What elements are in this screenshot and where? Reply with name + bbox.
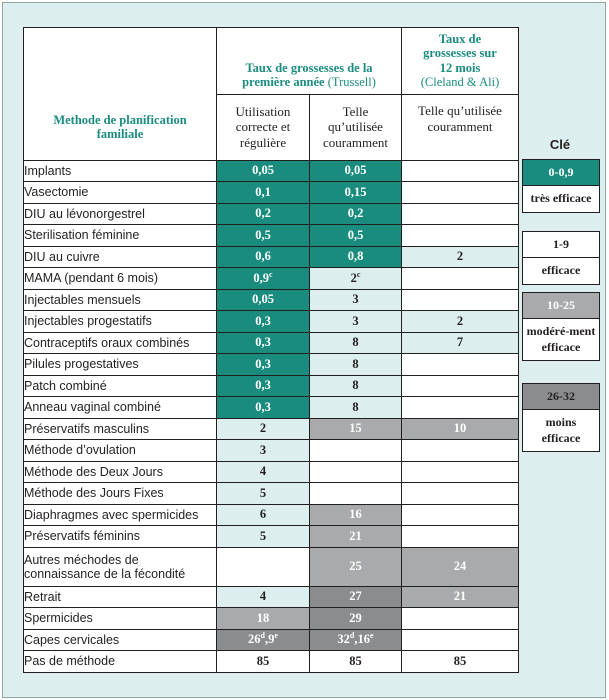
- rate-typical-use-12m: [402, 440, 519, 462]
- table-row: [24, 375, 519, 397]
- rate-correct-use: 3: [217, 440, 310, 462]
- key-effective: [522, 231, 600, 285]
- rate-typical-use-12m: 7: [402, 332, 519, 354]
- rate-correct-use: 6: [217, 504, 310, 526]
- method-name: DIU au lévonorgestrel: [24, 203, 217, 225]
- table-row: [24, 160, 519, 182]
- header-typical-use-12m: Telle qu’utilisée couramment: [402, 94, 519, 160]
- method-name: DIU au cuivre: [24, 246, 217, 268]
- rate-typical-use: 0,05: [310, 160, 402, 182]
- rate-typical-use-12m: 10: [402, 418, 519, 440]
- rate-correct-use: 18: [217, 608, 310, 630]
- key-range: 26-32: [523, 384, 599, 410]
- method-name: Préservatifs féminins: [24, 526, 217, 548]
- rate-typical-use: 8: [310, 375, 402, 397]
- key-range: 0-0,9: [523, 160, 599, 186]
- key-label: très efficace: [530, 191, 592, 205]
- table-row: [24, 332, 519, 354]
- rate-correct-use: 0,1: [217, 182, 310, 204]
- table-row: [24, 461, 519, 483]
- key-moderately-effective: [522, 292, 600, 361]
- rate-typical-use: 29: [310, 608, 402, 630]
- rate-correct-use: 0,9$^c$: [217, 268, 310, 290]
- rate-typical-use-12m: [402, 608, 519, 630]
- method-name: Pilules progestatives: [24, 354, 217, 376]
- rate-typical-use-12m: 21: [402, 586, 519, 608]
- method-name: Méthode des Jours Fixes: [24, 483, 217, 505]
- rate-typical-use-12m: [402, 504, 519, 526]
- method-name: Anneau vaginal combiné: [24, 397, 217, 419]
- key-range: 1-9: [523, 232, 599, 258]
- table-row: [24, 397, 519, 419]
- key-label: modéré-ment efficace: [526, 324, 596, 354]
- rate-typical-use-12m: 24: [402, 547, 519, 586]
- rate-typical-use-12m: [402, 225, 519, 247]
- table-row: [24, 311, 519, 333]
- key-label: moins efficace: [541, 415, 581, 445]
- key-very-effective: [522, 159, 600, 213]
- method-name: Implants: [24, 160, 217, 182]
- rate-typical-use: 8: [310, 332, 402, 354]
- rate-typical-use-12m: [402, 526, 519, 548]
- rate-correct-use: 0,2: [217, 203, 310, 225]
- contraceptive-effectiveness-table: [23, 27, 519, 673]
- table-row: [24, 526, 519, 548]
- rate-typical-use-12m: [402, 182, 519, 204]
- rate-correct-use: [217, 547, 310, 586]
- table-row: [24, 418, 519, 440]
- rate-correct-use: 4: [217, 461, 310, 483]
- header-typical-use: Telle qu’utilisée couramment: [310, 94, 402, 160]
- table-row: [24, 608, 519, 630]
- rate-correct-use: 0,3: [217, 311, 310, 333]
- rate-typical-use: 0,8: [310, 246, 402, 268]
- method-name: MAMA (pendant 6 mois): [24, 268, 217, 290]
- rate-correct-use: 5: [217, 526, 310, 548]
- method-name: Diaphragmes avec spermicides: [24, 504, 217, 526]
- rate-correct-use: 0,6: [217, 246, 310, 268]
- rate-typical-use-12m: 2: [402, 311, 519, 333]
- table-row: [24, 268, 519, 290]
- table-row: [24, 483, 519, 505]
- key-label: efficace: [541, 263, 581, 277]
- rate-typical-use: 32$^d$,16e: [310, 629, 402, 651]
- key-range: 10-25: [523, 293, 599, 319]
- header-method: Methode de planification familiale: [24, 28, 217, 161]
- header-correct-use: Utilisation correcte et régulière: [217, 94, 310, 160]
- rate-correct-use: 0,3: [217, 397, 310, 419]
- method-name: Méthode d’ovulation: [24, 440, 217, 462]
- rate-typical-use: 3: [310, 311, 402, 333]
- method-name: Sterilisation féminine: [24, 225, 217, 247]
- rate-correct-use: 0,05: [217, 160, 310, 182]
- table-row: [24, 225, 519, 247]
- table-row: [24, 504, 519, 526]
- key-less-effective: [522, 383, 600, 452]
- rate-typical-use: 0,2: [310, 203, 402, 225]
- header-12-month-group: Taux de grossesses sur 12 mois (Cleland & Ali): [402, 28, 519, 95]
- rate-typical-use: 85: [310, 651, 402, 673]
- table-row: [24, 203, 519, 225]
- method-name: Préservatifs masculins: [24, 418, 217, 440]
- rate-typical-use: 8: [310, 354, 402, 376]
- rate-correct-use: 0,3: [217, 354, 310, 376]
- rate-typical-use: [310, 483, 402, 505]
- method-name: Méthode des Deux Jours: [24, 461, 217, 483]
- rate-typical-use-12m: [402, 160, 519, 182]
- rate-typical-use: 16: [310, 504, 402, 526]
- header-first-year-group: Taux de grossesses de la première année (Trussell): [217, 28, 402, 95]
- table-row: [24, 246, 519, 268]
- rate-correct-use: 0,5: [217, 225, 310, 247]
- table-row: [24, 547, 519, 586]
- rate-correct-use: 85: [217, 651, 310, 673]
- table-row: [24, 651, 519, 673]
- rate-typical-use-12m: 85: [402, 651, 519, 673]
- rate-correct-use: 0,3: [217, 332, 310, 354]
- rate-typical-use-12m: 2: [402, 246, 519, 268]
- rate-typical-use: 0,15: [310, 182, 402, 204]
- method-name: Contraceptifs oraux combinés: [24, 332, 217, 354]
- rate-typical-use-12m: [402, 397, 519, 419]
- table-row: [24, 182, 519, 204]
- table-row: [24, 354, 519, 376]
- rate-typical-use-12m: [402, 629, 519, 651]
- method-name: Patch combiné: [24, 375, 217, 397]
- rate-typical-use: 27: [310, 586, 402, 608]
- method-name: Spermicides: [24, 608, 217, 630]
- table-row: [24, 586, 519, 608]
- table-row: [24, 629, 519, 651]
- rate-correct-use: 26$^d$,9e: [217, 629, 310, 651]
- key-title: Clé: [549, 137, 571, 152]
- method-name: Injectables mensuels: [24, 289, 217, 311]
- method-name: Autres méchodes de connaissance de la fécondité: [24, 547, 217, 586]
- rate-correct-use: 0,05: [217, 289, 310, 311]
- rate-typical-use: 25: [310, 547, 402, 586]
- table-row: [24, 440, 519, 462]
- table-row: [24, 289, 519, 311]
- rate-correct-use: 2: [217, 418, 310, 440]
- method-name: Injectables progestatifs: [24, 311, 217, 333]
- rate-typical-use: [310, 461, 402, 483]
- rate-typical-use: 2$^c$: [310, 268, 402, 290]
- method-name: Capes cervicales: [24, 629, 217, 651]
- rate-typical-use: 8: [310, 397, 402, 419]
- rate-correct-use: 4: [217, 586, 310, 608]
- rate-typical-use-12m: [402, 461, 519, 483]
- rate-typical-use-12m: [402, 375, 519, 397]
- method-name: Vasectomie: [24, 182, 217, 204]
- rate-typical-use-12m: [402, 268, 519, 290]
- rate-typical-use: 21: [310, 526, 402, 548]
- rate-correct-use: 0,3: [217, 375, 310, 397]
- rate-typical-use-12m: [402, 289, 519, 311]
- rate-typical-use: 3: [310, 289, 402, 311]
- rate-typical-use: 15: [310, 418, 402, 440]
- rate-typical-use-12m: [402, 483, 519, 505]
- rate-typical-use-12m: [402, 354, 519, 376]
- method-name: Pas de méthode: [24, 651, 217, 673]
- rate-typical-use: 0,5: [310, 225, 402, 247]
- rate-typical-use-12m: [402, 203, 519, 225]
- method-name: Retrait: [24, 586, 217, 608]
- rate-typical-use: [310, 440, 402, 462]
- rate-correct-use: 5: [217, 483, 310, 505]
